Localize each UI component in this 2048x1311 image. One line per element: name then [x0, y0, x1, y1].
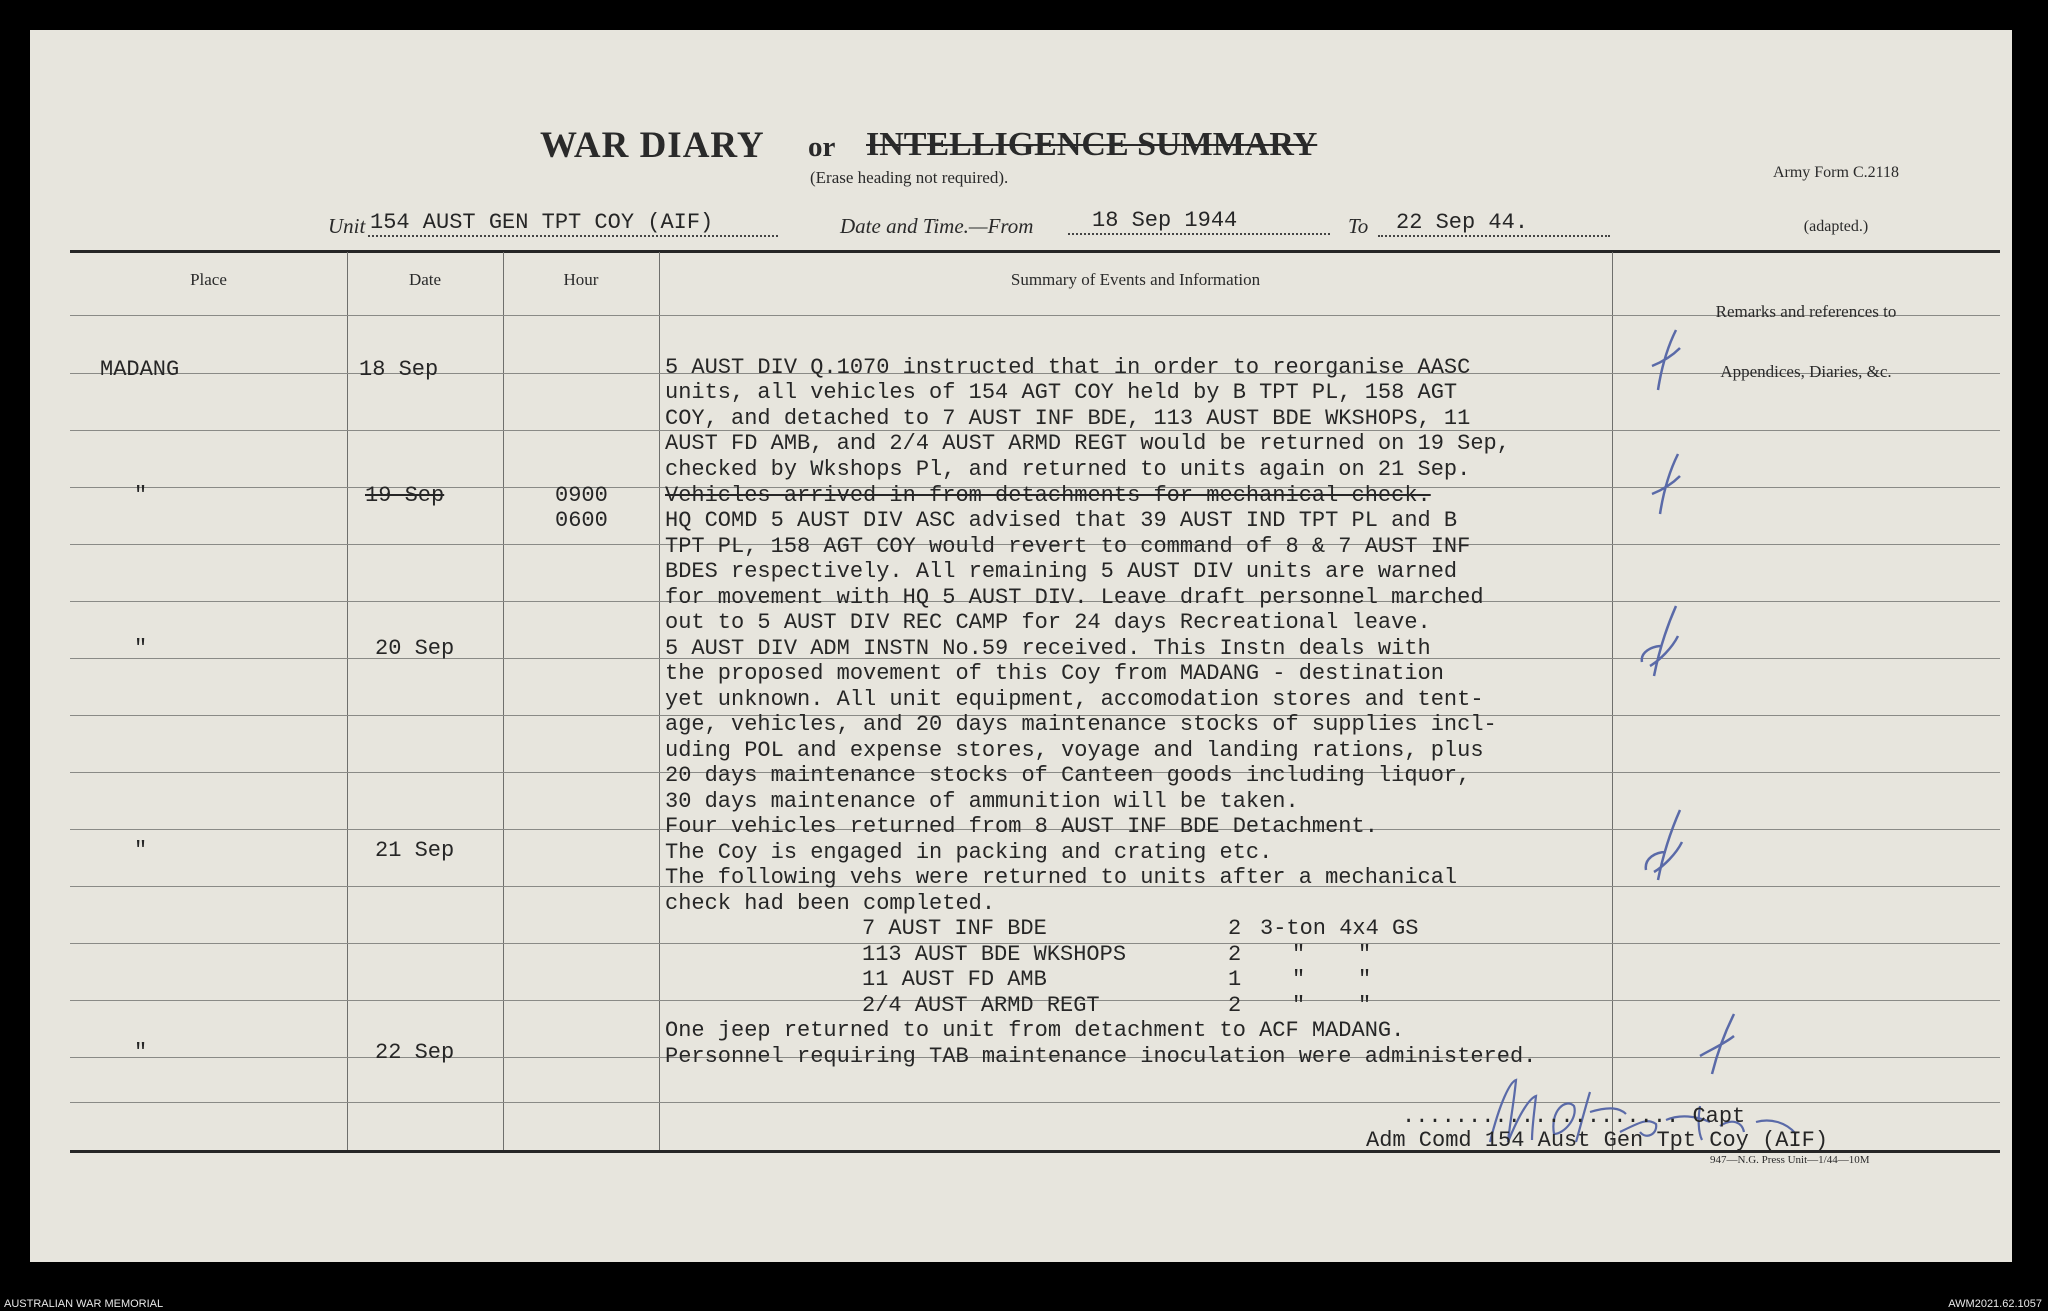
form-ref-line1: Army Form C.2118: [1772, 164, 1900, 181]
vehicle-type: " ": [1292, 942, 1372, 967]
table-top-rule: [70, 250, 2000, 253]
column-divider-2: [503, 252, 504, 1150]
summary-line: uding POL and expense stores, voyage and landing rations, plus: [665, 738, 1484, 763]
vehicle-qty: 2: [1228, 916, 1242, 941]
form-ref-line2: (adapted.): [1803, 218, 1869, 235]
summary-line: COY, and detached to 7 AUST INF BDE, 113 AUST BDE WKSHOPS, 11: [665, 406, 1471, 431]
summary-line: check had been completed.: [665, 891, 996, 916]
summary-line: One jeep returned to unit from detachment to ACF MADANG.: [665, 1018, 1405, 1043]
summary-line: 20 days maintenance stocks of Canteen goods including liquor,: [665, 763, 1471, 788]
summary-line: out to 5 AUST DIV REC CAMP for 24 days Recreational leave.: [665, 610, 1431, 635]
date-cell: 22 Sep: [375, 1040, 455, 1065]
summary-line: units, all vehicles of 154 AGT COY held by B TPT PL, 158 AGT: [665, 380, 1458, 405]
unit-value: 154 AUST GEN TPT COY (AIF): [370, 210, 714, 235]
date-from-label: Date and Time.—From: [840, 214, 1034, 238]
date-cell: 21 Sep: [375, 838, 455, 863]
summary-line: AUST FD AMB, and 2/4 AUST ARMD REGT would be returned on 19 Sep,: [665, 431, 1510, 456]
vehicle-unit: 11 AUST FD AMB: [862, 967, 1047, 992]
summary-line: age, vehicles, and 20 days maintenance stocks of supplies incl-: [665, 712, 1497, 737]
column-divider-3: [659, 252, 660, 1150]
summary-line: for movement with HQ 5 AUST DIV. Leave draft personnel marched: [665, 585, 1484, 610]
vehicle-qty: 2: [1228, 993, 1242, 1018]
vehicle-unit: 2/4 AUST ARMD REGT: [862, 993, 1100, 1018]
summary-line: BDES respectively. All remaining 5 AUST DIV units are warned: [665, 559, 1458, 584]
place-cell: ": [134, 483, 148, 508]
place-cell: MADANG: [100, 357, 180, 382]
initials-mark-icon: [1636, 806, 1696, 886]
summary-line: checked by Wkshops Pl, and returned to units again on 21 Sep.: [665, 457, 1471, 482]
place-cell: ": [134, 636, 148, 661]
title-struck-heading: INTELLIGENCE SUMMARY: [866, 126, 1318, 163]
place-cell: ": [134, 838, 148, 863]
place-cell: ": [134, 1040, 148, 1065]
column-head-summary: Summary of Events and Information: [1010, 270, 1261, 289]
date-to-value: 22 Sep 44.: [1396, 210, 1529, 235]
signature-rank-line: ..................... Capt: [1402, 1104, 1746, 1129]
vehicle-unit: 7 AUST INF BDE: [862, 916, 1047, 941]
summary-line: the proposed movement of this Coy from MADANG - destination: [665, 661, 1444, 686]
summary-line: 5 AUST DIV Q.1070 instructed that in order to reorganise AASC: [665, 355, 1471, 380]
unit-label: Unit: [328, 214, 366, 238]
hour-cell: 0600: [555, 508, 608, 533]
diary-sheet: [30, 30, 2012, 1262]
vehicle-type: " ": [1292, 967, 1372, 992]
remarks-head-line1: Remarks and references to: [1715, 302, 1897, 321]
date-to-label: To: [1348, 214, 1369, 238]
erase-note: (Erase heading not required).: [810, 168, 1009, 187]
column-head-date: Date: [408, 270, 442, 289]
summary-line: yet unknown. All unit equipment, accomodation stores and tent-: [665, 687, 1484, 712]
summary-line: The Coy is engaged in packing and crating etc.: [665, 840, 1273, 865]
summary-line: Personnel requiring TAB maintenance inoculation were administered.: [665, 1044, 1537, 1069]
vehicle-qty: 1: [1228, 967, 1242, 992]
archive-footer-left: AUSTRALIAN WAR MEMORIAL: [4, 1298, 164, 1310]
initials-mark-icon: [1638, 326, 1698, 396]
summary-line: Four vehicles returned from 8 AUST INF BDE Detachment.: [665, 814, 1378, 839]
column-divider-1: [347, 252, 348, 1150]
archive-footer-right: AWM2021.62.1057: [1948, 1298, 2042, 1310]
summary-line: Vehicles arrived in from detachments for mechanical check.: [665, 483, 1431, 508]
date-cell: 19 Sep: [365, 483, 445, 508]
archive-footer-bar: [0, 1292, 2048, 1311]
date-to-dotted-line: [1378, 235, 1610, 237]
summary-line: 5 AUST DIV ADM INSTN No.59 received. This Instn deals with: [665, 636, 1431, 661]
column-head-place: Place: [190, 270, 227, 289]
vehicle-type: 3-ton 4x4 GS: [1260, 916, 1419, 941]
vehicle-type: " ": [1292, 993, 1372, 1018]
date-from-dotted-line: [1068, 233, 1330, 235]
unit-dotted-line: [368, 235, 778, 237]
printer-code: 947—N.G. Press Unit—1/44—10M: [1710, 1154, 1870, 1166]
date-cell: 18 Sep: [359, 357, 439, 382]
summary-line: HQ COMD 5 AUST DIV ASC advised that 39 AUST IND TPT PL and B: [665, 508, 1458, 533]
summary-line: The following vehs were returned to units after a mechanical: [665, 865, 1458, 890]
initials-mark-icon: [1638, 450, 1698, 520]
vehicle-unit: 113 AUST BDE WKSHOPS: [862, 942, 1127, 967]
vehicle-qty: 2: [1228, 942, 1242, 967]
summary-line: TPT PL, 158 AGT COY would revert to command of 8 & 7 AUST INF: [665, 534, 1471, 559]
column-head-hour: Hour: [563, 270, 599, 289]
remarks-head-line2: Appendices, Diaries, &c.: [1720, 362, 1892, 381]
signature-appointment: Adm Comd 154 Aust Gen Tpt Coy (AIF): [1366, 1128, 1829, 1153]
initials-mark-icon: [1632, 602, 1692, 682]
title-or: or: [808, 131, 836, 163]
summary-line: 30 days maintenance of ammunition will be taken.: [665, 789, 1299, 814]
date-cell: 20 Sep: [375, 636, 455, 661]
date-from-value: 18 Sep 1944: [1092, 208, 1238, 233]
hour-cell: 0900: [555, 483, 608, 508]
title-war-diary: WAR DIARY: [540, 125, 765, 166]
